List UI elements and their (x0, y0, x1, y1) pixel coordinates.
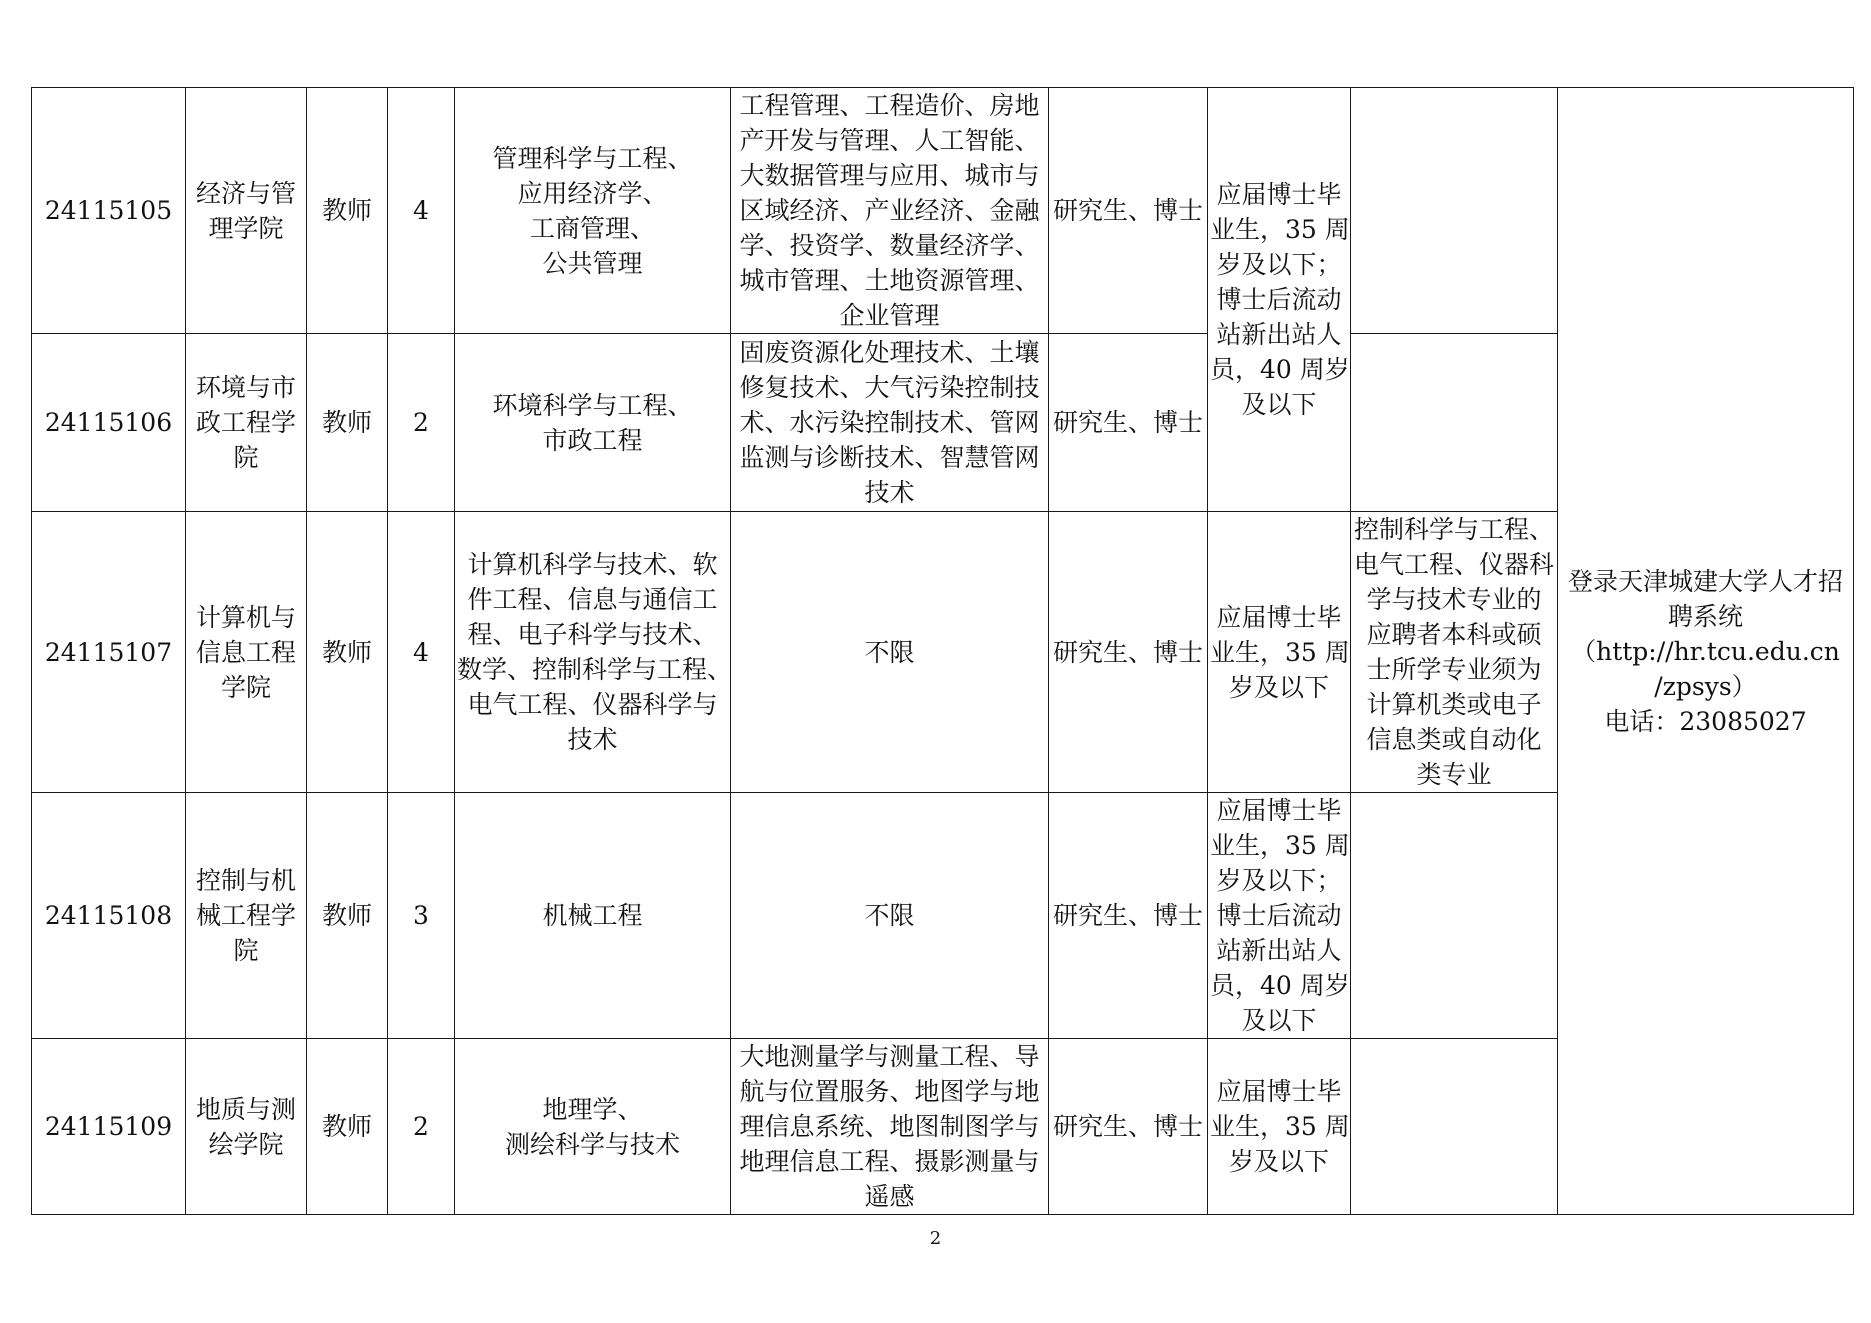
cell-line: 院 (233, 936, 259, 965)
cell-line: 修复技术、大气污染控制技 (739, 373, 1040, 402)
cell-line: 及以下 (1241, 1006, 1317, 1035)
major-cell (455, 1039, 731, 1215)
cell-line: 理学院 (208, 213, 284, 243)
cell-line: 员，40 周岁 (1210, 971, 1350, 1000)
cell-line: 计算机类或电子 (1366, 690, 1542, 719)
cell-line: 应届博士毕 (1216, 180, 1342, 209)
cell-line: 环境与市 (195, 373, 296, 402)
cell-line: 计算机科学与技术、软 (467, 550, 718, 579)
college-cell (186, 1039, 307, 1215)
cell-line: 数学、控制科学与工程、 (457, 655, 733, 684)
recruitment-table (31, 87, 1854, 1215)
other-requirements-cell (1351, 793, 1558, 1039)
cell-line: 业生，35 周 (1210, 1112, 1350, 1141)
cell-line: 城市管理、土地资源管理、 (739, 266, 1040, 295)
cell-line: 术、水污染控制技术、管网 (739, 408, 1040, 437)
cell-line: 信息类或自动化 (1366, 725, 1542, 754)
cell-line: 经济与管 (195, 178, 296, 208)
cell-line: 管理科学与工程、 (492, 143, 693, 173)
cell-line: 不限 (864, 637, 915, 667)
cell-line: 市政工程 (542, 425, 643, 455)
cell-line: 企业管理 (839, 301, 940, 330)
cell-line: 应聘者本科或硕 (1366, 620, 1542, 649)
cell-line: 程、电子科学与技术、 (467, 620, 718, 649)
cell-line: 大地测量学与测量工程、导 (739, 1042, 1040, 1071)
cell-line: 大数据管理与应用、城市与 (739, 161, 1040, 190)
cell-line: /zpsys） (1654, 671, 1757, 701)
position-cell: 教师 (307, 512, 388, 793)
direction-cell (731, 1039, 1049, 1215)
contact-cell (1558, 88, 1854, 1215)
cell-line: 及以下 (1241, 390, 1317, 419)
cell-line: 固废资源化处理技术、土壤 (739, 338, 1040, 367)
page-number: 2 (929, 1228, 942, 1249)
count-cell: 3 (388, 793, 455, 1039)
direction-cell (731, 793, 1049, 1039)
position-cell: 教师 (307, 1039, 388, 1215)
cell-line: 电气工程、仪器科学与 (467, 690, 718, 719)
cell-line: 绘学院 (208, 1129, 284, 1159)
cell-line: 学、投资学、数量经济学、 (739, 231, 1040, 260)
cell-line: （http://hr.tcu.edu.cn (1571, 636, 1840, 666)
cell-line: 电气工程、仪器科 (1353, 550, 1554, 579)
cell-line: 公共管理 (542, 248, 643, 278)
cell-line: 械工程学 (195, 901, 296, 930)
cell-line: 岁及以下 (1228, 672, 1329, 702)
cell-line: 员，40 周岁 (1210, 355, 1350, 384)
cell-line: 工程管理、工程造价、房地 (739, 91, 1040, 120)
position-cell: 教师 (307, 793, 388, 1039)
cell-line: 聘系统 (1667, 601, 1743, 631)
code-cell: 24115106 (32, 334, 186, 512)
cell-line: 应届博士毕 (1216, 1077, 1342, 1106)
direction-cell (731, 88, 1049, 334)
cell-line: 控制与机 (195, 866, 296, 895)
count-cell: 4 (388, 88, 455, 334)
position-cell: 教师 (307, 88, 388, 334)
cell-line: 不限 (864, 901, 915, 930)
cell-line: 学与技术专业的 (1366, 585, 1542, 614)
cell-line: 地理学、 (542, 1094, 643, 1124)
cell-line: 电话：23085027 (1604, 706, 1807, 736)
cell-line: 理信息系统、地图制图学与 (739, 1112, 1040, 1141)
education-cell: 研究生、博士 (1049, 512, 1208, 793)
count-cell: 2 (388, 1039, 455, 1215)
cell-line: 登录天津城建大学人才招 (1567, 566, 1843, 596)
cell-line: 地理信息工程、摄影测量与 (739, 1147, 1040, 1176)
cell-line: 环境科学与工程、 (492, 390, 693, 420)
cell-line: 类专业 (1416, 760, 1492, 789)
cell-line: 院 (233, 443, 259, 472)
cell-line: 学院 (220, 672, 271, 702)
college-cell (186, 793, 307, 1039)
cell-line: 区域经济、产业经济、金融 (739, 196, 1040, 225)
age-cell (1208, 88, 1351, 512)
education-cell: 研究生、博士 (1049, 793, 1208, 1039)
cell-line: 岁及以下； (1216, 250, 1342, 279)
major-cell (455, 512, 731, 793)
cell-line: 信息工程 (195, 637, 296, 667)
cell-line: 站新出站人 (1216, 320, 1342, 349)
cell-line: 机械工程 (542, 901, 643, 930)
cell-line: 站新出站人 (1216, 936, 1342, 965)
count-cell: 4 (388, 512, 455, 793)
cell-line: 测绘科学与技术 (504, 1129, 680, 1159)
cell-line: 业生，35 周 (1210, 215, 1350, 244)
cell-line: 岁及以下 (1228, 1147, 1329, 1176)
cell-line: 政工程学 (195, 408, 296, 437)
cell-line: 地质与测 (195, 1094, 296, 1124)
table-row (32, 88, 1854, 334)
age-cell (1208, 1039, 1351, 1215)
cell-line: 业生，35 周 (1210, 637, 1350, 667)
education-cell: 研究生、博士 (1049, 334, 1208, 512)
other-requirements-cell (1351, 334, 1558, 512)
other-requirements-cell (1351, 512, 1558, 793)
cell-line: 航与位置服务、地图学与地 (739, 1077, 1040, 1106)
other-requirements-cell (1351, 1039, 1558, 1215)
direction-cell (731, 334, 1049, 512)
major-cell (455, 793, 731, 1039)
cell-line: 应届博士毕 (1216, 796, 1342, 825)
cell-line: 应用经济学、 (517, 178, 668, 208)
education-cell: 研究生、博士 (1049, 1039, 1208, 1215)
direction-cell (731, 512, 1049, 793)
cell-line: 技术 (864, 478, 915, 507)
code-cell: 24115107 (32, 512, 186, 793)
code-cell: 24115109 (32, 1039, 186, 1215)
cell-line: 遥感 (864, 1182, 915, 1211)
education-cell: 研究生、博士 (1049, 88, 1208, 334)
cell-line: 工商管理、 (529, 213, 655, 243)
cell-line: 件工程、信息与通信工 (467, 585, 718, 614)
cell-line: 应届博士毕 (1216, 602, 1342, 632)
cell-line: 业生，35 周 (1210, 831, 1350, 860)
age-cell (1208, 793, 1351, 1039)
major-cell (455, 334, 731, 512)
code-cell: 24115108 (32, 793, 186, 1039)
count-cell: 2 (388, 334, 455, 512)
cell-line: 博士后流动 (1216, 285, 1342, 314)
college-cell (186, 512, 307, 793)
cell-line: 士所学专业须为 (1366, 655, 1542, 684)
age-cell (1208, 512, 1351, 793)
cell-line: 监测与诊断技术、智慧管网 (739, 443, 1040, 472)
cell-line: 岁及以下； (1216, 866, 1342, 895)
position-cell: 教师 (307, 334, 388, 512)
other-requirements-cell (1351, 88, 1558, 334)
major-cell (455, 88, 731, 334)
cell-line: 产开发与管理、人工智能、 (739, 126, 1040, 155)
cell-line: 计算机与 (195, 602, 296, 632)
cell-line: 技术 (567, 725, 618, 754)
cell-line: 博士后流动 (1216, 901, 1342, 930)
college-cell (186, 334, 307, 512)
code-cell: 24115105 (32, 88, 186, 334)
college-cell (186, 88, 307, 334)
cell-line: 控制科学与工程、 (1353, 515, 1554, 544)
